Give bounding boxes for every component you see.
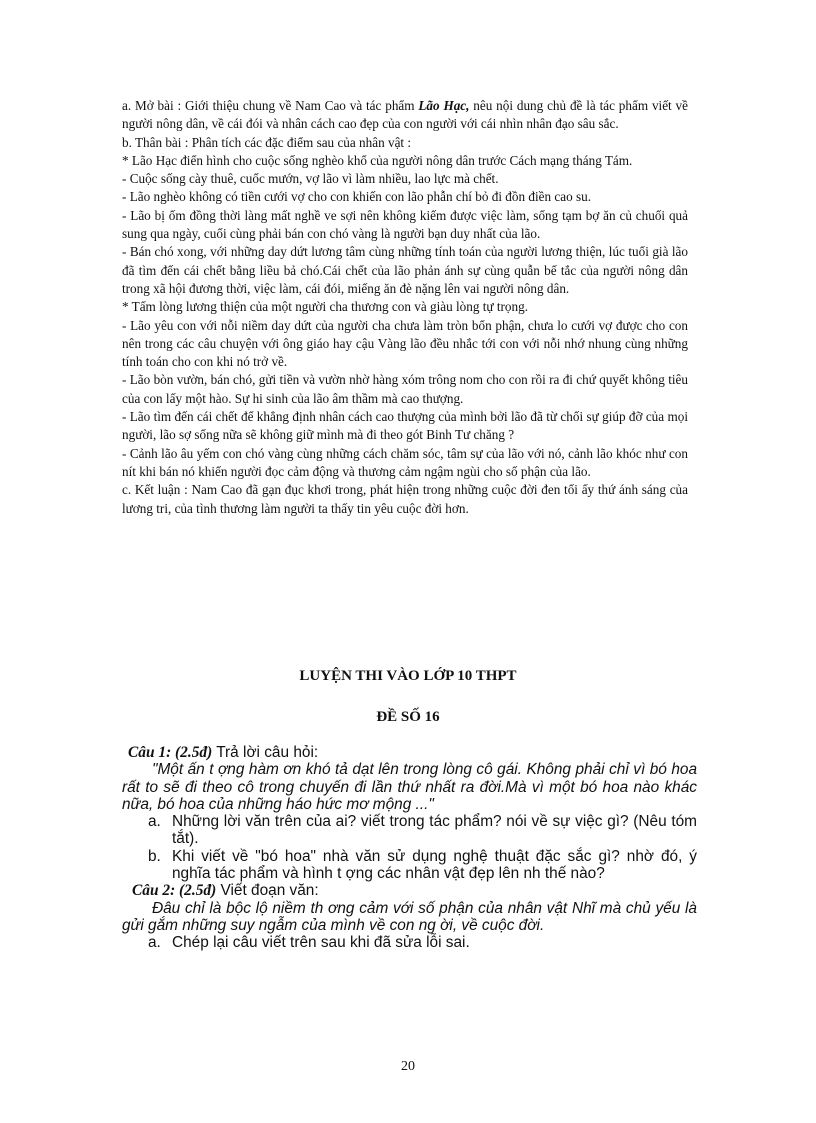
- question-2-heading: [122, 882, 697, 899]
- question-2-label: Câu 2: (2.5đ): [132, 882, 217, 900]
- question-2-quote: Đâu chỉ là bộc lộ niềm th ơng cảm với số phận của nhân vật Nhĩ mà chủ yếu là gửi gắm những suy ngẫm của mình về con ng ời, về cuộc đời.: [122, 899, 697, 934]
- paragraph-point-2: * Tấm lòng lương thiện của một người cha thương con và giàu lòng tự trọng.: [122, 299, 528, 315]
- page-number: 20: [401, 1059, 415, 1074]
- paragraph-detail-2: - Lão nghèo không có tiền cưới vợ cho con khiến con lão phẫn chí bỏ đi đồn điền cao su.: [122, 189, 591, 205]
- paragraph-detail-4: - Bán chó xong, với những day dứt lương tâm cùng những tính toán của người lương thiện, lúc tuổi già lão đã tìm đến cái chết bằng liều bả chó.Cái chết của lão phản ánh sự cùng quẫn bế tắc của người nông dân trong xã hội đương thời, việc làm, cái đói, miếng ăn đè nặng lên vai người nông dân.: [122, 244, 688, 296]
- list-item: [122, 848, 697, 883]
- question-2-subitems: [122, 934, 697, 951]
- paragraph-intro: [122, 97, 688, 134]
- item-text: Chép lại câu viết trên sau khi đã sửa lỗi sai.: [172, 934, 470, 952]
- list-item: [122, 934, 697, 951]
- paragraph-detail-7: - Lão tìm đến cái chết để khẳng định nhân cách cao thượng của mình bởi lão đã từ chối sự giúp đỡ của mọi người, lão sợ sống nữa sẽ không giữ mình mà đi theo gót Binh Tư chăng ?: [122, 409, 688, 443]
- question-1-label: Câu 1: (2.5đ): [128, 744, 213, 761]
- question-1-quote: "Một ấn t ợng hàm ơn khó tả dạt lên trong lòng cô gái. Không phải chỉ vì bó hoa rất to sẽ đi theo cô trong chuyến đi lần thứ nhất ra đời.Mà vì một bó hoa nào khác nữa, bó hoa của những háo hức mơ mộng ...": [122, 761, 697, 813]
- item-label: a.: [148, 813, 161, 831]
- intro-text: a. Mở bài : Giới thiệu chung về Nam Cao và tác phẩm: [122, 98, 419, 113]
- item-label: a.: [148, 934, 161, 952]
- paragraph-conclusion: c. Kết luận : Nam Cao đã gạn đục khơi trong, phát hiện trong những cuộc đời đen tối ấy thứ ánh sáng của lương tri, của tình thương làm người ta thấy tin yêu cuộc đời hơn.: [122, 482, 688, 516]
- paragraph-detail-3: - Lão bị ốm đồng thời làng mất nghề ve sợi nên không kiếm được việc làm, sống tạm bợ ăn củ chuối quả sung qua ngày, cuối cùng phải bán con chó vàng là người bạn duy nhất của lão.: [122, 207, 688, 242]
- question-1-subitems: [122, 813, 697, 882]
- paragraph-body-heading: b. Thân bài : Phân tích các đặc điểm sau của nhân vật :: [122, 134, 412, 150]
- intro-text-cont: nêu nội dung chủ đề là tác phẩm viết về người nông dân, về cái đói và nhân cách cao đẹp của con người với cái nhìn nhân đạo sâu sắc.: [122, 98, 688, 132]
- question-2-instruction: Viết đoạn văn:: [216, 882, 319, 900]
- paragraph-detail-1: - Cuộc sống cày thuê, cuốc mướn, vợ lão vì làm nhiều, lao lực mà chết.: [122, 171, 499, 187]
- answer-outline: [122, 97, 688, 518]
- exam-questions: [122, 744, 697, 952]
- exam-number: ĐỀ SỐ 16: [376, 709, 440, 725]
- paragraph-detail-5: - Lão yêu con với nỗi niềm day dứt của người cha chưa làm tròn bổn phận, chưa lo cưới vợ được cho con nên trong các câu chuyện với ông giáo hay cậu Vàng lão đều nhắc tới con với nỗi nhớ nhung cùng những tính toán cho con khi nó trở về.: [122, 317, 688, 370]
- item-text: Khi viết về "bó hoa" nhà văn sử dụng nghệ thuật đặc sắc gì? nhờ đó, ý nghĩa tác phẩm và hình t ợng các nhân vật đẹp lên nh thế nào?: [172, 847, 697, 883]
- work-title: Lão Hạc,: [418, 98, 470, 113]
- question-1-heading: [122, 744, 697, 761]
- paragraph-detail-6: - Lão bòn vườn, bán chó, gửi tiền và vườn nhờ hàng xóm trông nom cho con rồi ra đi chứ quyết không tiêu của con lấy một hào. Sự hi sinh của lão âm thầm mà cao thượng.: [122, 372, 688, 406]
- paragraph-point-1: * Lão Hạc điển hình cho cuộc sống nghèo khổ của người nông dân trước Cách mạng tháng Tám.: [122, 152, 633, 168]
- paragraph-detail-8: - Cảnh lão âu yếm con chó vàng cùng những cách chăm sóc, tâm sự của lão với nó, cảnh lão khóc như con nít khi bán nó khiến người đọc cảm động và thương cảm ngậm ngùi cho số phận của lão.: [122, 445, 688, 479]
- list-item: [122, 813, 697, 848]
- item-text: Những lời văn trên của ai? viết trong tác phẩm? nói về sự việc gì? (Nêu tóm tắt).: [172, 813, 697, 848]
- item-label: b.: [148, 847, 161, 865]
- exam-heading: LUYỆN THI VÀO LỚP 10 THPT: [299, 668, 517, 684]
- question-1-instruction: Trả lời câu hỏi:: [212, 744, 319, 761]
